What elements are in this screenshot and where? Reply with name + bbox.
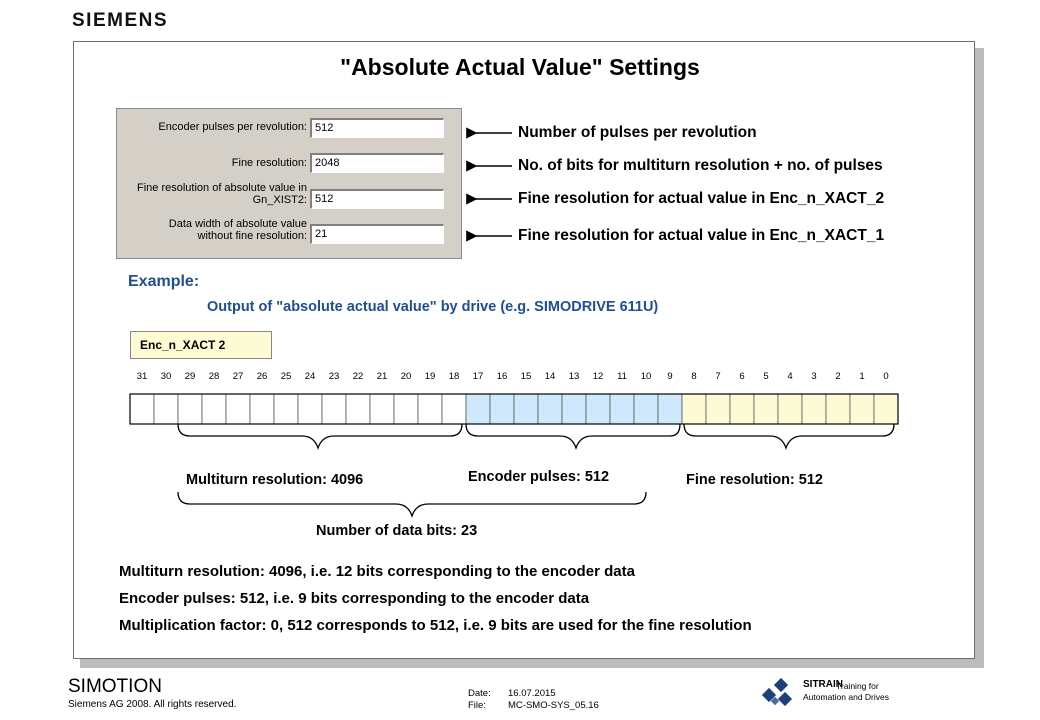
data-bits-label: Number of data bits: 23	[316, 523, 478, 539]
bit-number: 3	[811, 371, 817, 382]
encoder-pulses-label: Encoder pulses: 512	[468, 469, 610, 485]
example-output-description: Output of "absolute actual value" by drive (e.g. SIMODRIVE 611U)	[207, 299, 659, 315]
bit-cell	[586, 394, 610, 424]
bit-number: 9	[667, 371, 673, 382]
footer-date-label: Date:	[468, 688, 491, 699]
bit-number: 10	[640, 371, 652, 382]
bit-cell	[226, 394, 250, 424]
bit-number: 5	[763, 371, 769, 382]
bit-number: 31	[136, 371, 148, 382]
bit-number: 29	[184, 371, 196, 382]
bit-number: 19	[424, 371, 436, 382]
bit-number: 7	[715, 371, 721, 382]
bit-number: 26	[256, 371, 268, 382]
bit-cell	[538, 394, 562, 424]
example-heading: Example:	[128, 273, 200, 290]
field-label-data-width	[169, 218, 307, 242]
bit-cell	[466, 394, 490, 424]
label-line1: Fine resolution of absolute value in	[137, 182, 307, 194]
bit-cell	[130, 394, 154, 424]
bit-cell	[394, 394, 418, 424]
note-multiturn: Multiturn resolution: 4096, i.e. 12 bits corresponding to the encoder data	[119, 563, 635, 580]
footer-date-value: 16.07.2015	[508, 688, 556, 699]
data-width-input[interactable]: 21	[310, 224, 444, 244]
bit-cell	[322, 394, 346, 424]
bit-cell	[442, 394, 466, 424]
multiturn-resolution-label: Multiturn resolution: 4096	[186, 472, 364, 488]
bit-cell	[250, 394, 274, 424]
bit-number: 21	[376, 371, 388, 382]
sitrain-name: SITRAIN	[803, 679, 843, 690]
bit-number: 15	[520, 371, 532, 382]
bit-number: 13	[568, 371, 580, 382]
bit-cell	[274, 394, 298, 424]
bit-cell	[826, 394, 850, 424]
callout-multiturn-bits: No. of bits for multiturn resolution + no. of pulses	[518, 157, 883, 174]
field-label-fine-resolution-xist2	[137, 182, 307, 206]
bit-number: 14	[544, 371, 556, 382]
bit-number: 30	[160, 371, 172, 382]
bit-register	[129, 393, 901, 425]
field-label-fine-resolution: Fine resolution:	[231, 157, 307, 169]
bit-number: 6	[739, 371, 745, 382]
bit-number: 16	[496, 371, 508, 382]
note-encoder-pulses: Encoder pulses: 512, i.e. 9 bits corresponding to the encoder data	[119, 590, 590, 607]
footer-file-label: File:	[468, 700, 486, 711]
sitrain-tagline-2: Automation and Drives	[803, 692, 889, 702]
bit-number: 2	[835, 371, 841, 382]
fine-resolution-label: Fine resolution: 512	[686, 472, 823, 488]
bit-number: 0	[883, 371, 889, 382]
bit-number: 1	[859, 371, 865, 382]
bit-number: 25	[280, 371, 292, 382]
encoder-pulses-input[interactable]: 512	[310, 118, 444, 138]
bit-number: 4	[787, 371, 793, 382]
bit-cell	[730, 394, 754, 424]
brace-fine	[684, 424, 894, 448]
sitrain-logo-icon	[762, 676, 796, 708]
bit-cell	[370, 394, 394, 424]
bit-cell	[778, 394, 802, 424]
callout-fine-resolution-xact1: Fine resolution for actual value in Enc_n_XACT_1	[518, 227, 885, 244]
bit-number: 23	[328, 371, 340, 382]
slide-title: "Absolute Actual Value" Settings	[340, 54, 700, 80]
fine-resolution-xist2-input[interactable]: 512	[310, 189, 444, 209]
bit-number: 22	[352, 371, 364, 382]
siemens-logo: SIEMENS	[72, 10, 169, 31]
bit-cell	[202, 394, 226, 424]
bit-number: 8	[691, 371, 697, 382]
brace-multiturn	[178, 424, 462, 448]
brace-data-bits	[178, 492, 646, 516]
field-label-encoder-pulses: Encoder pulses per revolution:	[158, 121, 307, 133]
bit-cell	[418, 394, 442, 424]
label-line1: Data width of absolute value	[168, 218, 307, 230]
bit-cell	[706, 394, 730, 424]
bit-cell	[562, 394, 586, 424]
bit-number: 24	[304, 371, 316, 382]
note-multiplication-factor: Multiplication factor: 0, 512 corresponds to 512, i.e. 9 bits are used for the fine resolution	[119, 617, 752, 634]
bit-cell	[154, 394, 178, 424]
bit-cell	[346, 394, 370, 424]
bit-cell	[874, 394, 898, 424]
bit-cell	[802, 394, 826, 424]
bit-cell	[490, 394, 514, 424]
settings-dialog	[116, 108, 462, 259]
bit-cell	[658, 394, 682, 424]
bit-number: 28	[208, 371, 220, 382]
bit-cell	[514, 394, 538, 424]
bit-cell	[682, 394, 706, 424]
label-line2: Gn_XIST2:	[252, 194, 307, 206]
bit-cell	[298, 394, 322, 424]
bit-number: 12	[592, 371, 604, 382]
callout-pulses-per-revolution: Number of pulses per revolution	[518, 124, 757, 141]
bit-cell	[610, 394, 634, 424]
bit-number: 27	[232, 371, 244, 382]
bit-number: 18	[448, 371, 460, 382]
bit-cell	[850, 394, 874, 424]
fine-resolution-input[interactable]: 2048	[310, 153, 444, 173]
bit-number: 11	[617, 371, 627, 382]
sitrain-tagline-1: Training for	[836, 681, 879, 691]
register-name-box: Enc_n_XACT 2	[130, 331, 272, 359]
bit-cell	[754, 394, 778, 424]
footer-copyright: Siemens AG 2008. All rights reserved.	[68, 699, 237, 710]
footer-file-value: MC-SMO-SYS_05.16	[508, 700, 599, 711]
bit-number: 20	[400, 371, 412, 382]
bit-number: 17	[472, 371, 484, 382]
brace-encoder	[466, 424, 680, 448]
label-line2: without fine resolution:	[197, 230, 307, 242]
callout-fine-resolution-xact2: Fine resolution for actual value in Enc_n_XACT_2	[518, 190, 885, 207]
callout-arrows	[466, 120, 518, 245]
footer-product: SIMOTION	[68, 676, 162, 697]
bit-cell	[634, 394, 658, 424]
bit-cell	[178, 394, 202, 424]
